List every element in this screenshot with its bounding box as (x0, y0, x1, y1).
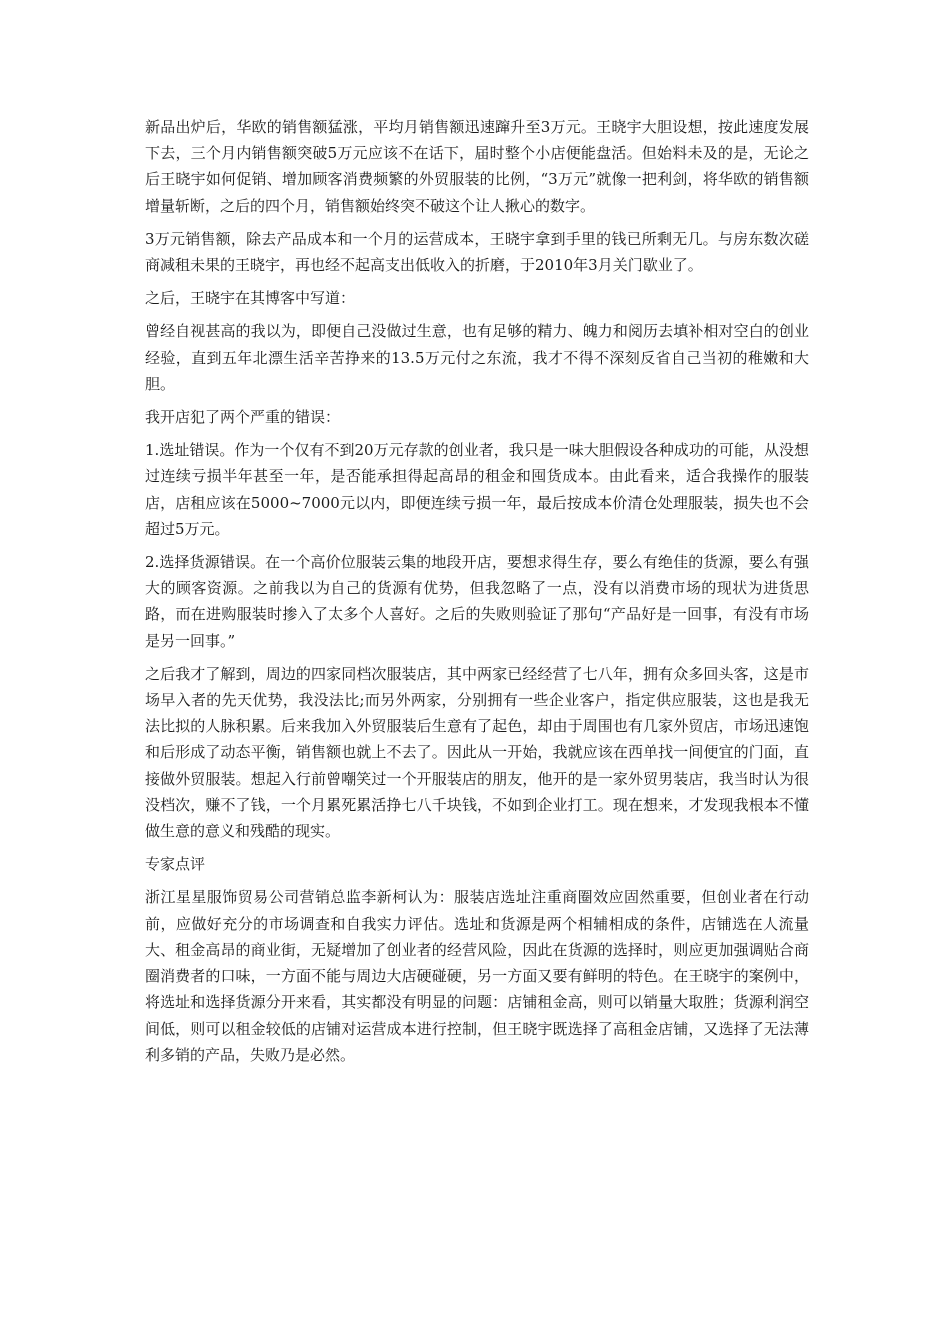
paragraph-competitor-analysis: 之后我才了解到，周边的四家同档次服装店，其中两家已经经营了七八年，拥有众多回头客，这是市场早入者的先天优势，我没法比;而另外两家，分别拥有一些企业客户，指定供应服装，这也是我无法比拟的人脉积累。后来我加入外贸服装后生意有了起色，却由于周围也有几家外贸店，市场迅速饱和后形成了动态平衡，销售额也就上不去了。因此从一开始，我就应该在西单找一间便宜的门面，直接做外贸服装。想起入行前曾嘲笑过一个开服装店的朋友，他开的是一家外贸男装店，我当时认为很没档次，赚不了钱，一个月累死累活挣七八千块钱，不如到企业打工。现在想来，才发现我根本不懂做生意的意义和残酷的现实。 (145, 664, 809, 841)
paragraph-sales-growth: 新品出炉后，华欧的销售额猛涨，平均月销售额迅速蹿升至3万元。王晓宇大胆设想，按此速度发展下去，三个月内销售额突破5万元应该不在话下，届时整个小店便能盘活。但始料未及的是，无论之后王晓宇如何促销、增加顾客消费频繁的外贸服装的比例，“3万元”就像一把利剑，将华欧的销售额增量斩断，之后的四个月，销售额始终突不破这个让人揪心的数字。 (145, 118, 809, 215)
section-heading-expert-review: 专家点评 (145, 855, 206, 874)
paragraph-expert-comment: 浙江星星服饰贸易公司营销总监李新柯认为：服装店选址注重商圈效应固然重要，但创业者在行动前，应做好充分的市场调查和自我实力评估。选址和货源是两个相辅相成的条件，店铺选在人流量大、租金高昂的商业街，无疑增加了创业者的经营风险，因此在货源的选择时，则应更加强调贴合商圈消费者的口味，一方面不能与周边大店硬碰硬，另一方面又要有鲜明的特色。在王晓宇的案例中，将选址和选择货源分开来看，其实都没有明显的问题：店铺租金高，则可以销量大取胜；货源利润空间低，则可以租金较低的店铺对运营成本进行控制，但王晓宇既选择了高租金店铺，又选择了无法薄利多销的产品，失败乃是必然。 (145, 888, 809, 1064)
paragraph-store-closure: 3万元销售额，除去产品成本和一个月的运营成本，王晓宇拿到手里的钱已所剩无几。与房东数次磋商减租未果的王晓宇，再也经不起高支出低收入的折磨，于2010年3月关门歇业了。 (145, 229, 809, 275)
paragraph-mistake-supply: 2.选择货源错误。在一个高价位服装云集的地段开店，要想求得生存，要么有绝佳的货源，要么有强大的顾客资源。之前我以为自己的货源有优势，但我忽略了一点，没有以消费市场的现状为进货思路，而在进购服装时掺入了太多个人喜好。之后的失败则验证了那句“产品好是一回事，有没有市场是另一回事。” (145, 553, 809, 650)
paragraph-blog-intro: 之后，王晓宇在其博客中写道： (145, 289, 356, 308)
document-page (145, 114, 809, 1075)
paragraph-self-reflection: 曾经自视甚高的我以为，即便自己没做过生意，也有足够的精力、魄力和阅历去填补相对空白的创业经验，直到五年北漂生活辛苦挣来的13.5万元付之东流，我才不得不深刻反省自己当初的稚嫩和大胆。 (145, 322, 809, 393)
paragraph-two-mistakes: 我开店犯了两个严重的错误： (145, 408, 341, 427)
paragraph-mistake-location: 1.选址错误。作为一个仅有不到20万元存款的创业者，我只是一味大胆假设各种成功的可能，从没想过连续亏损半年甚至一年，是否能承担得起高昂的租金和囤货成本。由此看来，适合我操作的服装店，店租应该在5000~7000元以内，即便连续亏损一年，最后按成本价清仓处理服装，损失也不会超过5万元。 (145, 441, 809, 538)
